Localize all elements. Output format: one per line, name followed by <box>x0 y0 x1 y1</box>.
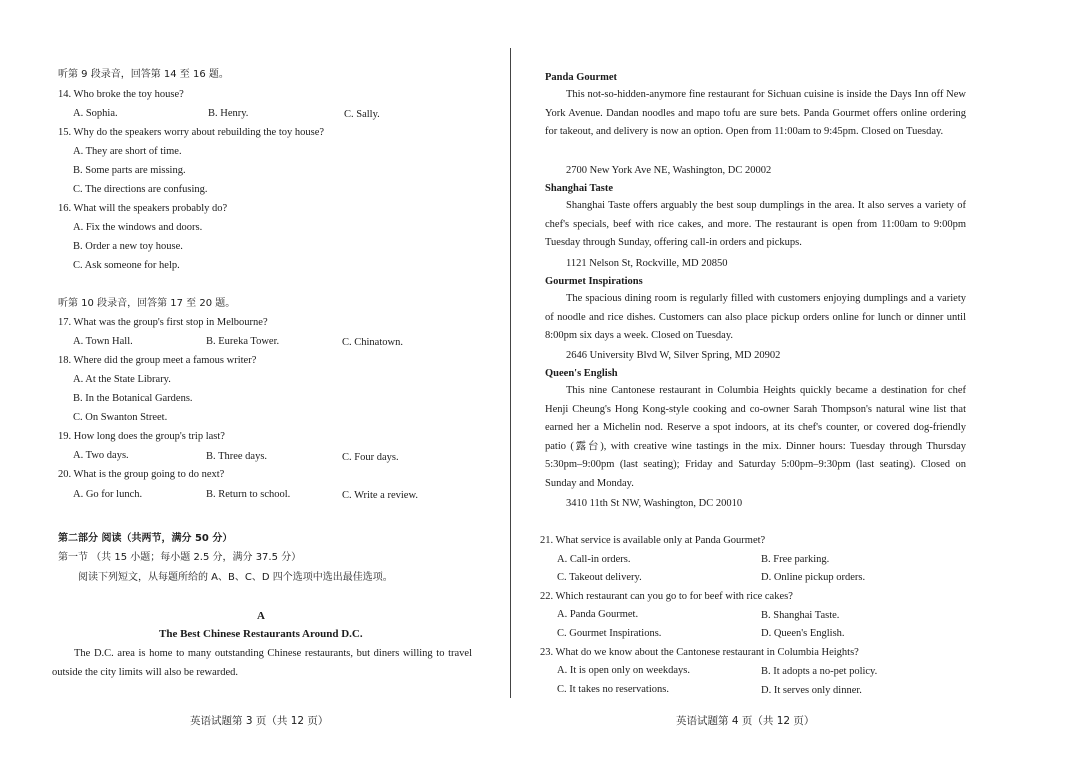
q23-option-d: D. It serves only dinner. <box>761 685 862 696</box>
q22-option-b: B. Shanghai Taste. <box>761 610 840 621</box>
reading-instruction: 阅读下列短文，从每题所给的 A、B、C、D 四个选项中选出最佳选项。 <box>78 572 393 583</box>
restaurant-1-address: 2700 New York Ave NE, Washington, DC 20002 <box>566 165 772 176</box>
question-22: 22. Which restaurant can you go to for beef with rice cakes? <box>540 591 793 602</box>
q19-option-a: A. Two days. <box>73 450 129 461</box>
passage-intro: The D.C. area is home to many outstanding Chinese restaurants, but diners willing to travel outside the city limits will also be rewarded. <box>52 648 472 678</box>
passage-title: The Best Chinese Restaurants Around D.C. <box>159 628 363 640</box>
q16-option-a: A. Fix the windows and doors. <box>73 222 203 233</box>
q21-option-b: B. Free parking. <box>761 554 830 565</box>
q17-option-a: A. Town Hall. <box>73 336 133 347</box>
q19-option-b: B. Three days. <box>206 451 268 462</box>
question-14: 14. Who broke the toy house? <box>58 89 184 100</box>
q23-option-a: A. It is open only on weekdays. <box>557 665 690 676</box>
page-divider <box>510 48 511 698</box>
restaurant-3-address: 2646 University Blvd W, Silver Spring, MD 20902 <box>566 350 781 361</box>
q22-option-d: D. Queen's English. <box>761 628 845 639</box>
q23-option-b: B. It adopts a no-pet policy. <box>761 666 878 677</box>
q14-option-b: B. Henry. <box>208 108 249 119</box>
q20-option-c: C. Write a review. <box>342 490 418 501</box>
page-footer-left: 英语试题第 3 页（共 12 页） <box>190 715 329 727</box>
part-2-heading: 第二部分 阅读（共两节，满分 50 分） <box>58 533 233 544</box>
restaurant-2-address: 1121 Nelson St, Rockville, MD 20850 <box>566 258 728 269</box>
restaurant-2-description: Shanghai Taste offers arguably the best soup dumplings in the area. It also serves a variety of chef's specials, beef with rice cakes, and more. The restaurant is open from 11:00am to 9:00pm Tuesday through Sunday, offering call-in orders and pickups. <box>545 200 966 248</box>
q15-option-b: B. Some parts are missing. <box>73 165 186 176</box>
q23-option-c: C. It takes no reservations. <box>557 684 669 695</box>
restaurant-3-description: The spacious dining room is regularly filled with customers enjoying dumplings and a variety of noodle and rice dishes. Customers can also place pickup orders online for lunch or dinner until 8:00pm six days a week. Closed on Tuesday. <box>545 293 966 341</box>
q14-option-c: C. Sally. <box>344 109 380 120</box>
restaurant-4-address: 3410 11th St NW, Washington, DC 20010 <box>566 498 743 509</box>
q20-option-b: B. Return to school. <box>206 489 291 500</box>
q15-option-c: C. The directions are confusing. <box>73 184 208 195</box>
question-21: 21. What service is available only at Panda Gourmet? <box>540 535 766 546</box>
question-19: 19. How long does the group's trip last? <box>58 431 225 442</box>
restaurant-3-name: Gourmet Inspirations <box>545 276 643 287</box>
restaurant-1-name: Panda Gourmet <box>545 72 618 83</box>
left-page <box>0 0 500 762</box>
restaurant-1-description: This not-so-hidden-anymore fine restaurant for Sichuan cuisine is inside the Days Inn off New York Avenue. Dandan noodles and mapo tofu are sure bets. Panda Gourmet offers online ordering for takeout, and delivery is now an option. Open from 11:00am to 9:45pm. Closed on Tuesday. <box>545 89 966 137</box>
section-9-heading: 听第 9 段录音，回答第 14 至 16 题。 <box>58 69 229 80</box>
q14-option-a: A. Sophia. <box>73 108 118 119</box>
q16-option-b: B. Order a new toy house. <box>73 241 183 252</box>
q21-option-c: C. Takeout delivery. <box>557 572 642 583</box>
q18-option-b: B. In the Botanical Gardens. <box>73 393 193 404</box>
q21-option-d: D. Online pickup orders. <box>761 572 866 583</box>
q21-option-a: A. Call-in orders. <box>557 554 631 565</box>
question-23: 23. What do we know about the Cantonese restaurant in Columbia Heights? <box>540 647 859 658</box>
q18-option-a: A. At the State Library. <box>73 374 171 385</box>
q15-option-a: A. They are short of time. <box>73 146 182 157</box>
question-17: 17. What was the group's first stop in Melbourne? <box>58 317 268 328</box>
q16-option-c: C. Ask someone for help. <box>73 260 180 271</box>
q19-option-c: C. Four days. <box>342 452 399 463</box>
restaurant-4-name: Queen's English <box>545 368 618 379</box>
q17-option-b: B. Eureka Tower. <box>206 336 280 347</box>
question-16: 16. What will the speakers probably do? <box>58 203 228 214</box>
q17-option-c: C. Chinatown. <box>342 337 403 348</box>
page-footer-right: 英语试题第 4 页（共 12 页） <box>676 715 815 727</box>
question-18: 18. Where did the group meet a famous writer? <box>58 355 257 366</box>
q18-option-c: C. On Swanton Street. <box>73 412 168 423</box>
section-10-heading: 听第 10 段录音，回答第 17 至 20 题。 <box>58 298 236 309</box>
section-1-heading: 第一节 （共 15 小题；每小题 2.5 分，满分 37.5 分） <box>58 552 302 563</box>
restaurant-4-description: This nine Cantonese restaurant in Columbia Heights quickly became a destination for chef Henji Cheung's Hong Kong-style cooking and co-owner Sarah Thompson's natural wine list that earned her a Michelin nod. Reserve a spot indoors, at its chef's counter, or covered dog-friendly patio (露台), with creative wine tastings in the mix. Dinner hours: Tuesday through Thursday 5:30pm–9:00pm (last seating); Friday and Saturday 5:00pm–9:30pm (last seating). Closed on Sunday and Monday. <box>545 385 966 489</box>
question-20: 20. What is the group going to do next? <box>58 469 225 480</box>
restaurant-2-name: Shanghai Taste <box>545 183 613 194</box>
right-page <box>514 0 1080 762</box>
q22-option-a: A. Panda Gourmet. <box>557 609 639 620</box>
question-15: 15. Why do the speakers worry about rebuilding the toy house? <box>58 127 325 138</box>
passage-letter: A <box>257 610 265 622</box>
q20-option-a: A. Go for lunch. <box>73 489 143 500</box>
q22-option-c: C. Gourmet Inspirations. <box>557 628 662 639</box>
